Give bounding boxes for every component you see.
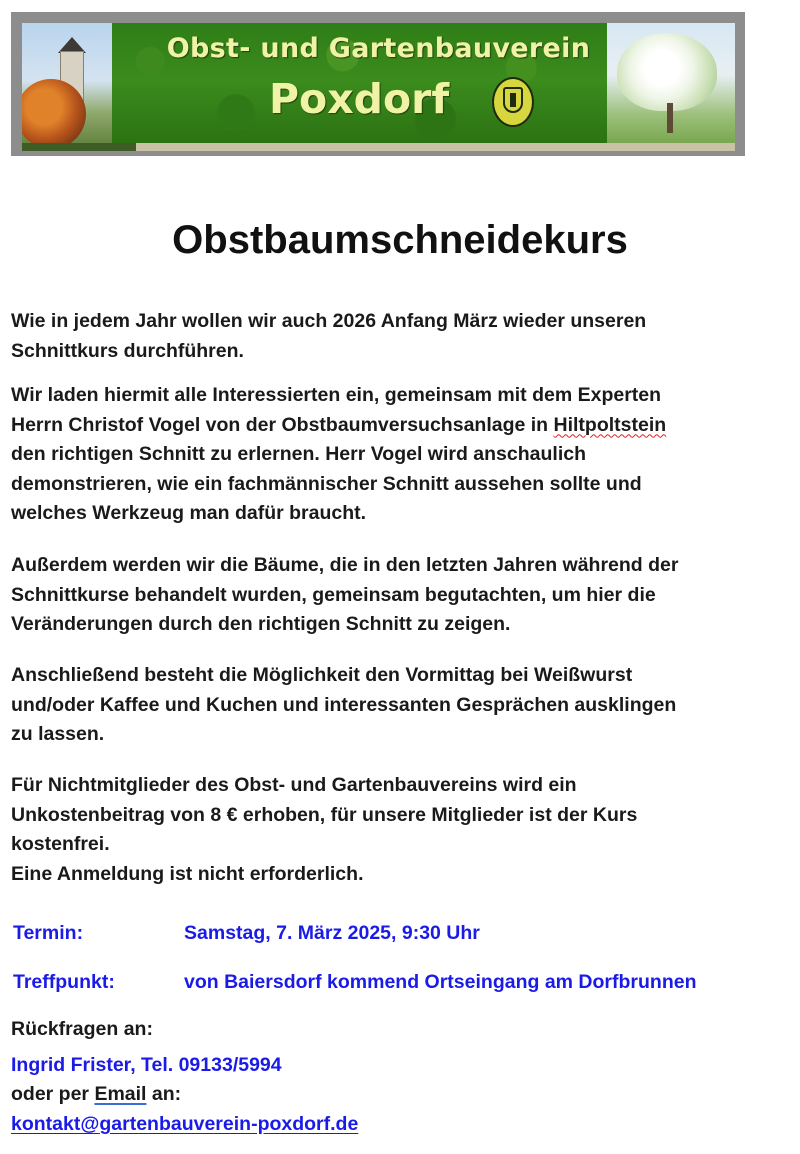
- text-segment: an:: [146, 1083, 182, 1105]
- intro-paragraph: [11, 307, 796, 366]
- text-line: kostenfrei.: [11, 833, 110, 855]
- banner-image: [22, 23, 735, 151]
- email-word: Email: [94, 1083, 147, 1105]
- text-line: Für Nichtmitglieder des Obst- und Gartenbauvereins wird ein: [11, 774, 577, 796]
- contact-heading: Rückfragen an:: [11, 1018, 153, 1040]
- trees-paragraph: [11, 551, 796, 640]
- text-segment: Herrn Christof Vogel von der Obstbaumversuchsanlage in: [11, 413, 554, 436]
- text-line: welches Werkzeug man dafür braucht.: [11, 502, 367, 524]
- termin-value: Samstag, 7. März 2025, 9:30 Uhr: [184, 922, 480, 944]
- email-link[interactable]: kontakt@gartenbauverein-poxdorf.de: [11, 1113, 359, 1135]
- text-line: [11, 411, 796, 441]
- fee-paragraph: [11, 771, 796, 889]
- text-line: Schnittkurse behandelt wurden, gemeinsam begutachten, um hier die: [11, 583, 656, 606]
- tree-trunk: [667, 103, 673, 133]
- text-line: Außerdem werden wir die Bäume, die in den letzten Jahren während der: [11, 554, 679, 576]
- header-banner: [11, 12, 745, 156]
- text-line: zu lassen.: [11, 723, 105, 745]
- text-line: Wie in jedem Jahr wollen wir auch 2026 Anfang März wieder unseren: [11, 310, 647, 332]
- email-intro-line: [11, 1083, 181, 1106]
- banner-town-name: Poxdorf: [269, 75, 450, 123]
- text-line: und/oder Kaffee und Kuchen und interessanten Gesprächen ausklingen: [11, 693, 677, 716]
- text-segment: oder per: [11, 1083, 95, 1105]
- banner-bottom-strip: [22, 143, 735, 151]
- contact-person: Ingrid Frister, Tel. 09133/5994: [11, 1054, 282, 1076]
- text-line: den richtigen Schnitt zu erlernen. Herr Vogel wird anschaulich: [11, 443, 587, 465]
- text-line: Anschließend besteht die Möglichkeit den Vormittag bei Weißwurst: [11, 664, 633, 686]
- page-title: Obstbaumschneidekurs: [172, 218, 628, 262]
- text-line: Wir laden hiermit alle Interessierten ein, gemeinsam mit dem Experten: [11, 384, 662, 406]
- breakfast-paragraph: [11, 661, 796, 750]
- banner-club-name: Obst- und Gartenbauverein: [166, 33, 591, 64]
- treffpunkt-value: von Baiersdorf kommend Ortseingang am Dorfbrunnen: [184, 971, 697, 993]
- text-line: Veränderungen durch den richtigen Schnitt zu zeigen.: [11, 613, 511, 635]
- club-emblem-icon: [492, 77, 534, 127]
- text-line: Eine Anmeldung ist nicht erforderlich.: [11, 862, 364, 885]
- expert-paragraph: [11, 381, 796, 529]
- treffpunkt-label: Treffpunkt:: [13, 971, 115, 993]
- autumn-tree: [22, 79, 86, 149]
- place-name: Hiltpoltstein: [553, 413, 667, 436]
- termin-label: Termin:: [13, 922, 84, 944]
- text-line: Schnittkurs durchführen.: [11, 339, 244, 362]
- text-line: demonstrieren, wie ein fachmännischer Schnitt aussehen sollte und: [11, 472, 642, 495]
- text-line: Unkostenbeitrag von 8 € erhoben, für unsere Mitglieder ist der Kurs: [11, 803, 638, 826]
